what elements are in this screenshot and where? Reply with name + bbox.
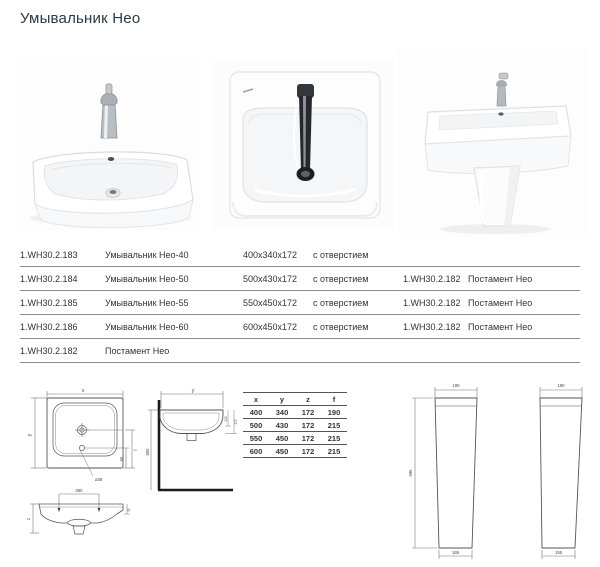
product-size: 550x450x172	[243, 297, 298, 308]
pedestal-name: Постамент Нео	[468, 321, 533, 332]
dim-cell: 340	[269, 406, 295, 419]
dim-cell: 172	[295, 445, 321, 458]
article-code: 1.WH30.2.185	[20, 297, 78, 308]
article-code: 1.WH30.2.186	[20, 321, 78, 332]
pedestal-left-height-dim: 696	[408, 469, 413, 477]
dim-cell: 450	[269, 445, 295, 458]
plan-view-drawing	[25, 386, 140, 486]
dim-row	[243, 432, 347, 445]
pedestal-drawings	[403, 380, 595, 564]
dim-cell: 600	[243, 445, 269, 458]
product-photo-washbasin-front	[15, 58, 200, 230]
product-name: Умывальник Нео-60	[105, 321, 189, 332]
dim-cell: 172	[295, 419, 321, 432]
table-row	[20, 339, 580, 363]
dim-y-label: y	[191, 388, 195, 394]
dim-cell: 215	[321, 419, 347, 432]
drawing-front-view	[25, 486, 133, 541]
front-view-drawing	[25, 486, 133, 541]
pedestal-name: Постамент Нео	[468, 297, 533, 308]
dim-height-label: 850	[145, 448, 150, 456]
dim-60-label: 60	[119, 456, 124, 462]
dim-f-label: f	[133, 449, 138, 451]
dim-cell: 190	[321, 406, 347, 419]
tap-hole-note: с отверстием	[313, 297, 369, 308]
tap-hole-note: с отверстием	[313, 249, 369, 260]
dim-y-label: y	[27, 433, 33, 437]
article-code: 1.WH30.2.182	[20, 345, 78, 356]
product-size: 600x450x172	[243, 321, 298, 332]
page-title: Умывальник Нео	[20, 10, 141, 27]
product-name: Постамент Нео	[105, 345, 170, 356]
product-photo-washbasin-pedestal	[398, 48, 590, 238]
dim-cell: 215	[321, 445, 347, 458]
washbasin-front-illustration	[15, 58, 200, 230]
tap-hole-note: с отверстием	[313, 321, 369, 332]
side-view-drawing	[145, 386, 240, 500]
pedestal-article: 1.WH30.2.182	[403, 273, 461, 284]
drawing-pedestals	[403, 380, 595, 564]
table-row	[20, 243, 580, 267]
dim-header-x: x	[243, 393, 269, 406]
pedestal-left-bottom-dim: 165	[452, 550, 459, 555]
dim-cell: 215	[321, 432, 347, 445]
article-code: 1.WH30.2.184	[20, 273, 78, 284]
washbasin-top-illustration	[213, 62, 395, 228]
table-row	[20, 267, 580, 291]
dim-header-f: f	[321, 393, 347, 406]
dim-row	[243, 419, 347, 432]
product-name: Умывальник Нео-55	[105, 297, 189, 308]
dim-header-y: y	[269, 393, 295, 406]
product-name: Умывальник Нео-40	[105, 249, 189, 260]
pedestal-left-top-dim: 190	[452, 383, 460, 388]
tap-hole-note: с отверстием	[313, 273, 369, 284]
dim-row	[243, 406, 347, 419]
dim-cell: 500	[243, 419, 269, 432]
table-row	[20, 291, 580, 315]
drain-diameter-label: ø38	[95, 477, 103, 482]
dim-cell: 400	[243, 406, 269, 419]
pedestal-article: 1.WH30.2.182	[403, 321, 461, 332]
dim-z-label: z	[26, 517, 31, 521]
dim-depth-total-label: 172	[234, 419, 238, 425]
product-size: 500x430x172	[243, 273, 298, 284]
article-code: 1.WH30.2.183	[20, 249, 78, 260]
dim-cell: 450	[269, 432, 295, 445]
products-table	[20, 243, 580, 363]
dimension-table	[243, 392, 347, 458]
pedestal-name: Постамент Нео	[468, 273, 533, 284]
drawing-plan-view	[25, 386, 140, 486]
dim-cell: 430	[269, 419, 295, 432]
pedestal-article: 1.WH30.2.182	[403, 297, 461, 308]
product-size: 400x340x172	[243, 249, 298, 260]
table-row	[20, 315, 580, 339]
dim-cell: 172	[295, 406, 321, 419]
dim-holes-label: 280	[75, 488, 83, 493]
dim-x-label: x	[81, 388, 85, 394]
product-photo-washbasin-top	[213, 62, 395, 228]
drawing-side-view	[145, 386, 240, 500]
dim-edge-label: 35	[127, 508, 131, 512]
dim-cell: 550	[243, 432, 269, 445]
washbasin-pedestal-illustration	[398, 48, 590, 238]
pedestal-right-bottom-dim: 155	[555, 550, 562, 555]
dim-cell: 172	[295, 432, 321, 445]
dim-depth-inner-label: 120	[224, 416, 228, 422]
pedestal-right-top-dim: 190	[557, 383, 565, 388]
dim-header-z: z	[295, 393, 321, 406]
product-name: Умывальник Нео-50	[105, 273, 189, 284]
dim-row	[243, 445, 347, 458]
